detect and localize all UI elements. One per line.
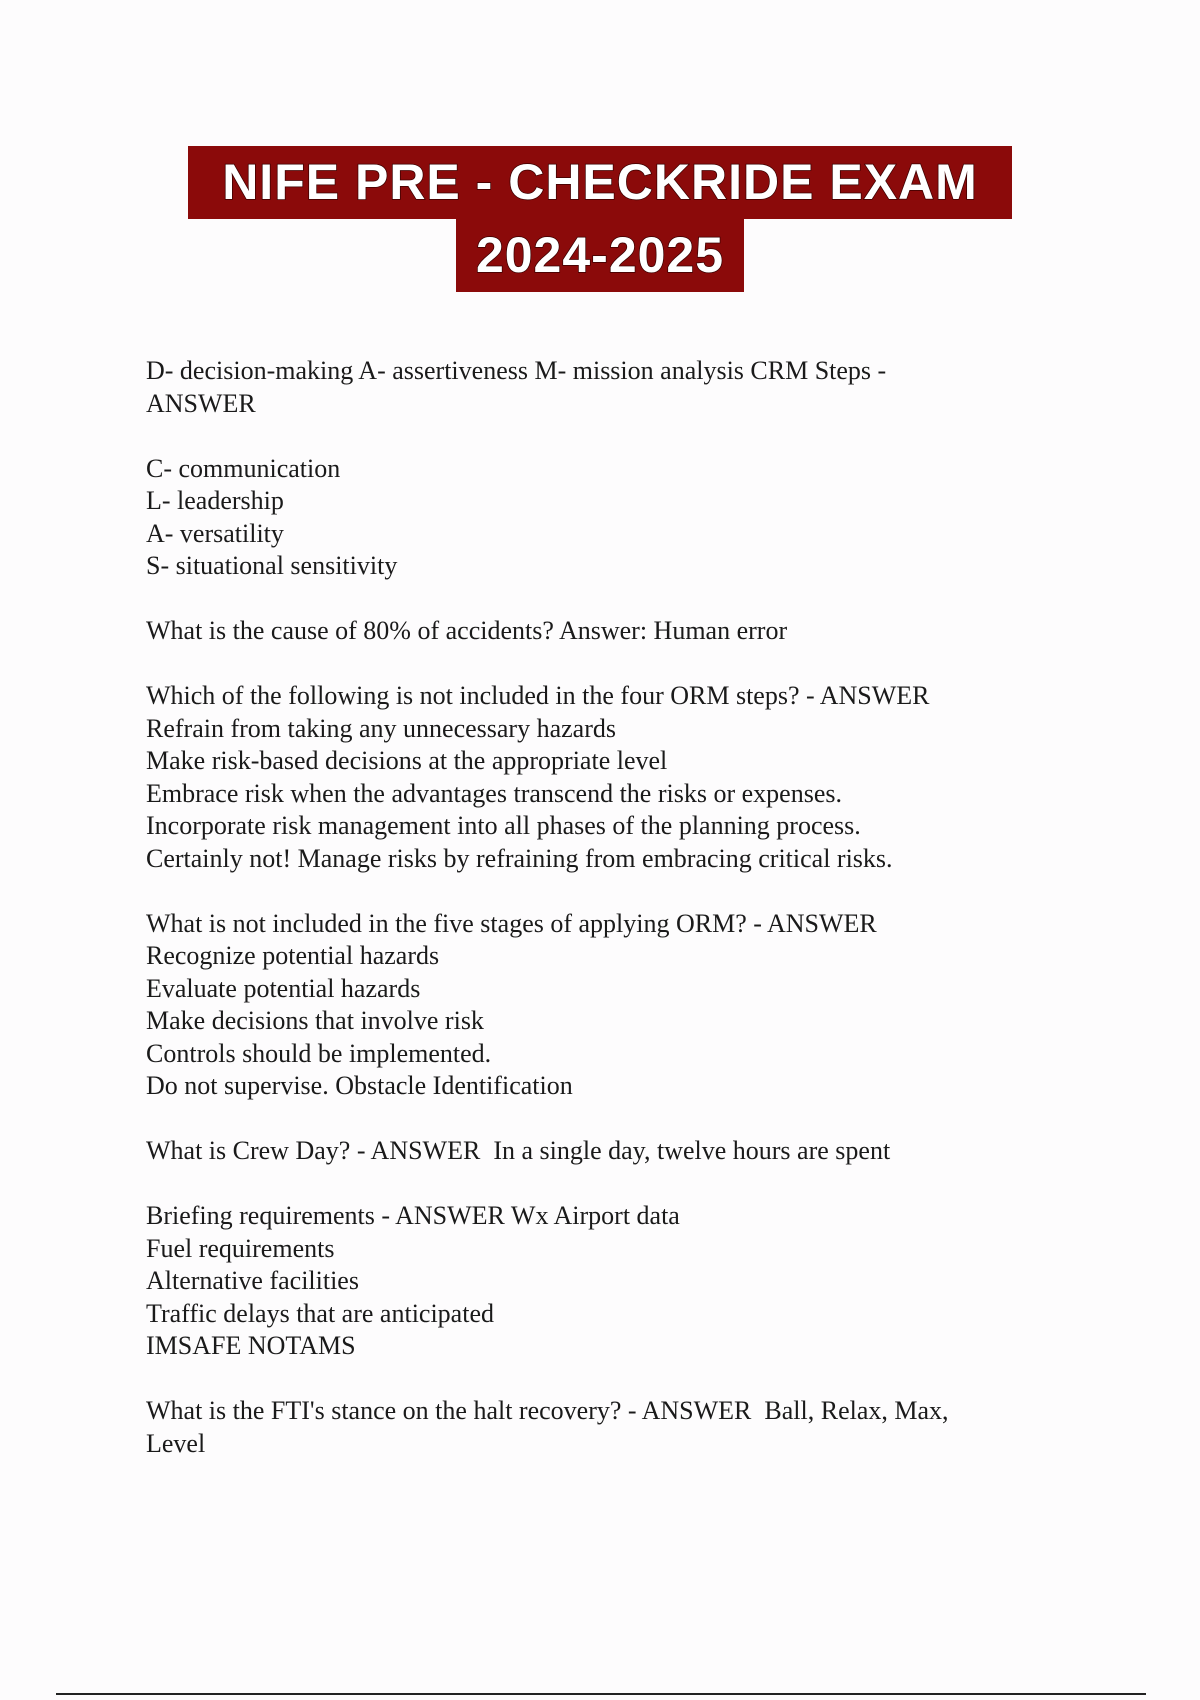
text-line: A- versatility — [146, 518, 284, 548]
qa-block — [146, 680, 1046, 875]
qa-block — [146, 1200, 1046, 1363]
text-line: Certainly not! Manage risks by refraining from embracing critical risks. — [146, 843, 893, 873]
text-line: S- situational sensitivity — [146, 551, 398, 580]
document-body — [146, 355, 1046, 1493]
qa-block — [146, 453, 1046, 583]
text-line: Make decisions that involve risk — [146, 1006, 484, 1035]
qa-block — [146, 355, 1046, 420]
text-line: Recognize potential hazards — [146, 941, 440, 970]
text-line: Incorporate risk management into all phases of the planning process. — [146, 811, 861, 840]
title-line-1: NIFE PRE - CHECKRIDE EXAM — [188, 146, 1012, 219]
text-line: Controls should be implemented. — [146, 1038, 492, 1068]
text-line: Briefing requirements - ANSWER Wx Airport data — [146, 1201, 680, 1230]
text-line: Evaluate potential hazards — [146, 973, 421, 1003]
text-line: L- leadership — [146, 486, 284, 515]
text-line: What is Crew Day? - ANSWER In a single day, twelve hours are spent — [146, 1136, 891, 1165]
qa-block — [146, 1395, 1046, 1460]
text-line: What is the cause of 80% of accidents? Answer: Human error — [146, 616, 788, 645]
text-line: C- communication — [146, 453, 341, 483]
text-line: Which of the following is not included in the four ORM steps? - ANSWER — [146, 681, 930, 710]
text-line: Fuel requirements — [146, 1233, 335, 1263]
text-line: Level — [146, 1428, 206, 1458]
qa-block — [146, 615, 1046, 648]
text-line: Do not supervise. Obstacle Identification — [146, 1071, 573, 1100]
text-line: What is the FTI's stance on the halt recovery? - ANSWER Ball, Relax, Max, — [146, 1396, 949, 1425]
text-line: Make risk-based decisions at the appropriate level — [146, 746, 668, 775]
title-line-2: 2024-2025 — [456, 219, 744, 292]
document-title — [0, 146, 1200, 292]
text-line: ANSWER — [146, 388, 256, 418]
text-line: Traffic delays that are anticipated — [146, 1298, 494, 1328]
text-line: Refrain from taking any unnecessary hazards — [146, 713, 616, 743]
qa-block — [146, 908, 1046, 1103]
text-line: Embrace risk when the advantages transcend the risks or expenses. — [146, 778, 842, 808]
footer-divider — [56, 1693, 1146, 1695]
text-line: IMSAFE NOTAMS — [146, 1331, 356, 1360]
text-line: What is not included in the five stages of applying ORM? - ANSWER — [146, 908, 877, 938]
qa-block — [146, 1135, 1046, 1168]
text-line: Alternative facilities — [146, 1266, 359, 1295]
text-line: D- decision-making A- assertiveness M- mission analysis CRM Steps - — [146, 356, 887, 385]
